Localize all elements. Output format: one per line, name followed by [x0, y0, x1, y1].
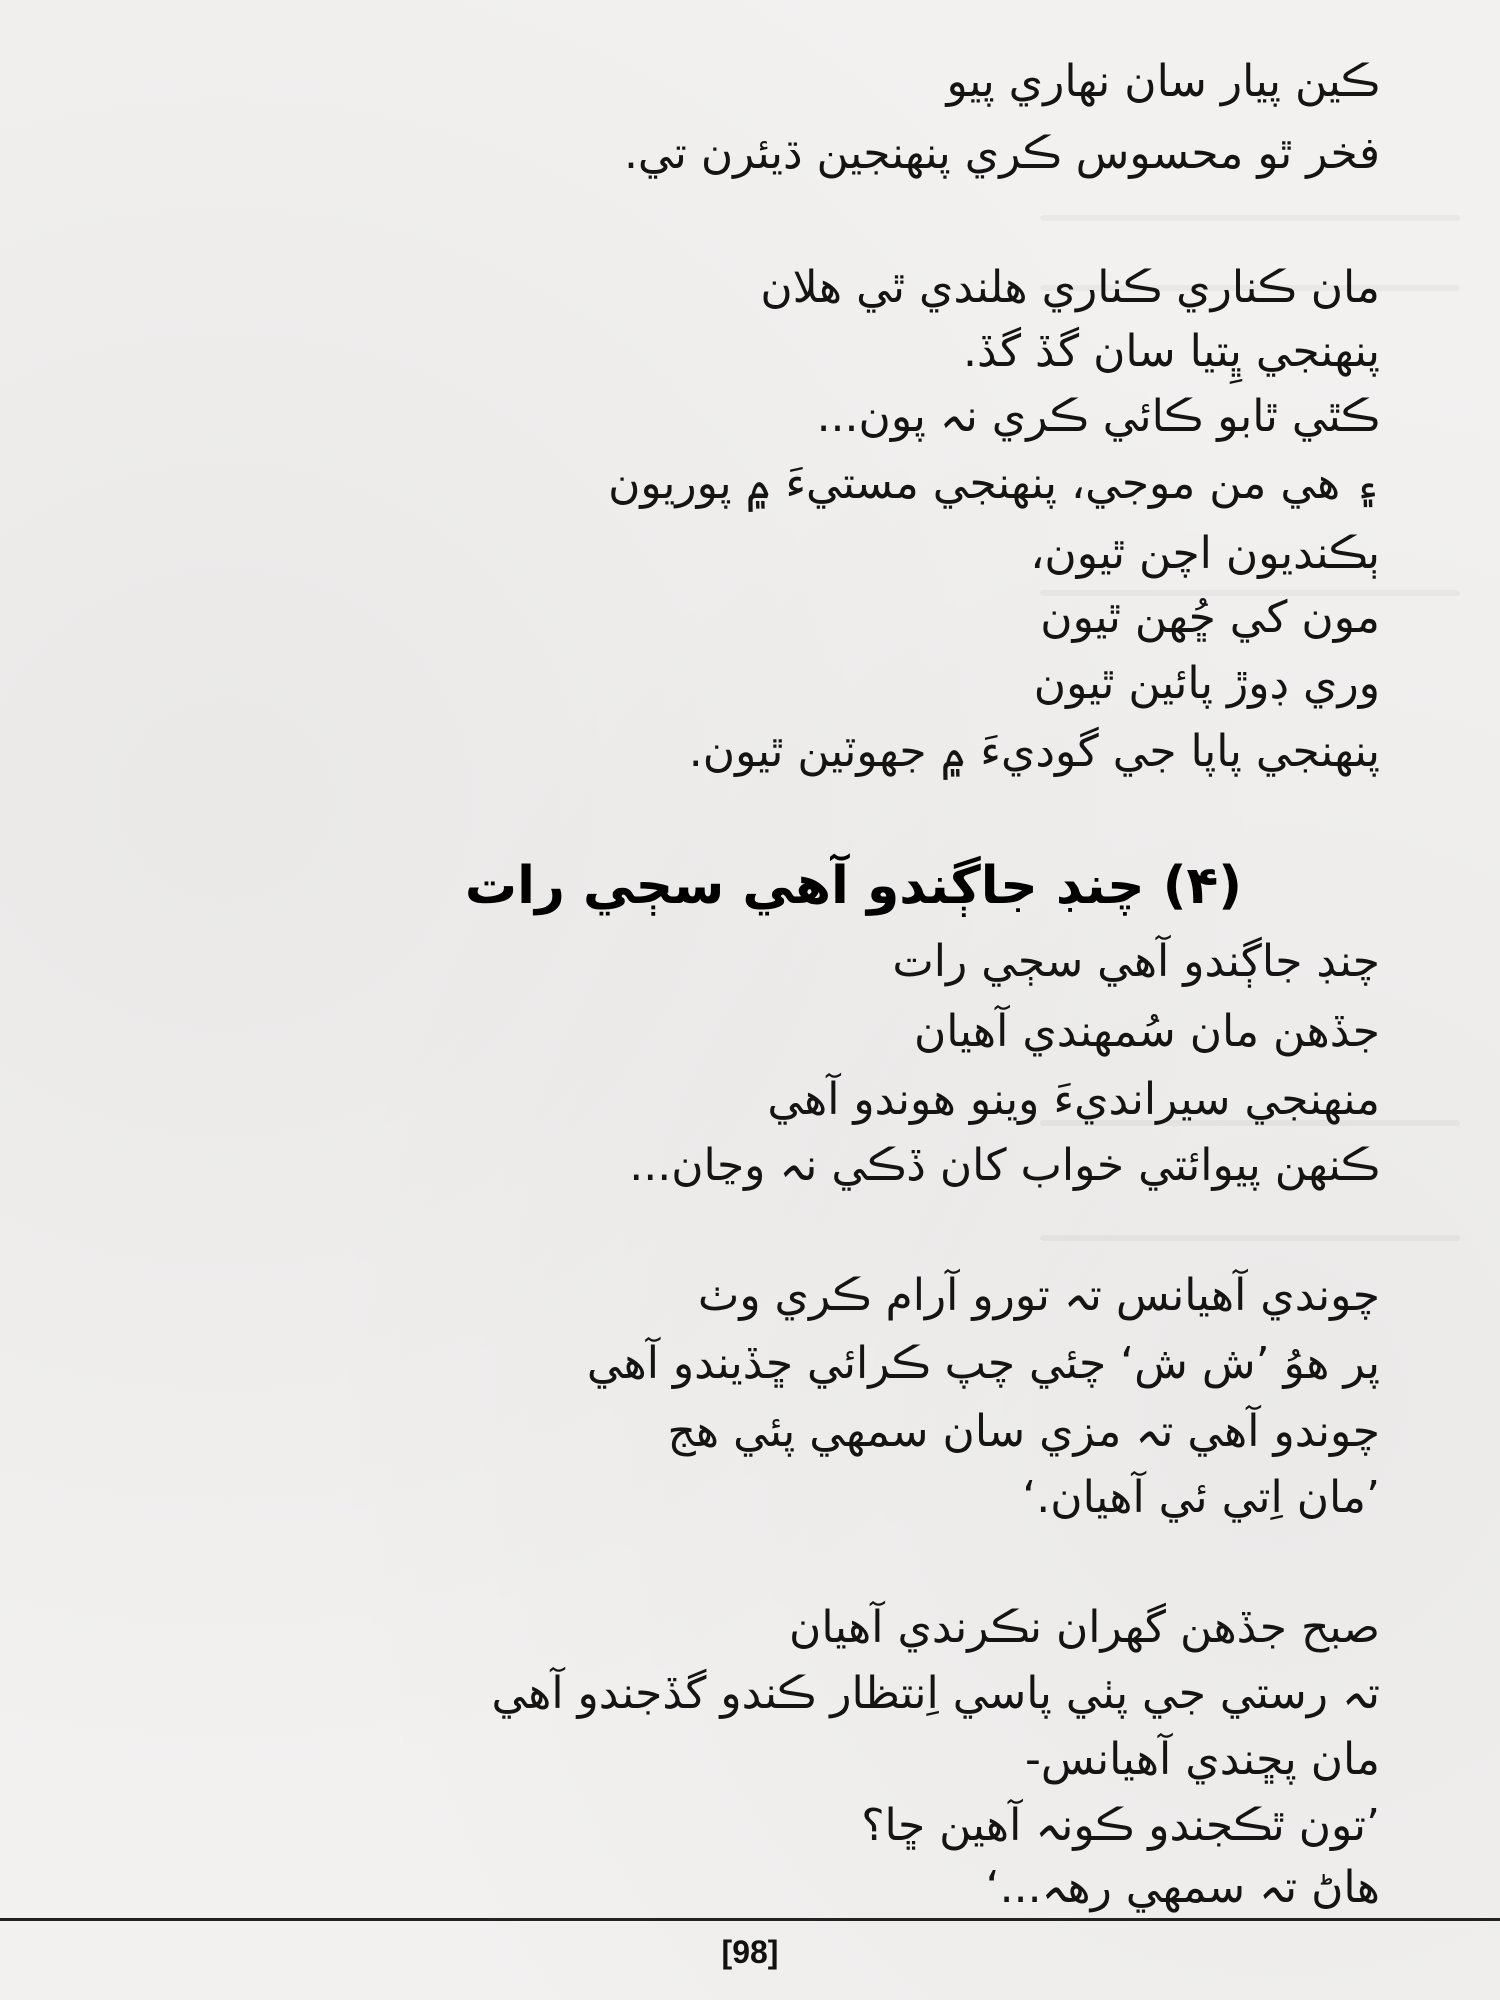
poem-line: پنهنجي پاپا جي گوديءَ ۾ جهوٽين ٿيون. — [688, 726, 1380, 777]
poem-line: ڪنهن پيوائتي خواب کان ڏڪي نہ وڃان... — [629, 1140, 1380, 1191]
poem-line: صبح جڏهن گهران نڪرندي آهيان — [789, 1602, 1380, 1653]
poem-line: ڪٿي ٿابو ڪائي ڪري نہ پون... — [816, 391, 1380, 442]
bleed-through-mark — [1040, 215, 1460, 221]
poem-line: ’تون ٿڪجندو ڪونہ آهين ڇا؟ — [861, 1800, 1380, 1851]
poem-line: ٻڪنديون اچن ٿيون، — [1030, 528, 1380, 579]
poem-line: ۽ هي من موجي، پنهنجي مستيءَ ۾ پوريون — [608, 458, 1380, 509]
poem-line: وري ڊوڙ پائين ٿيون — [1033, 658, 1380, 709]
poem-line: پنهنجي ڀِتيا سان گڏ گڏ. — [963, 326, 1380, 377]
poem-line: ’مان اِتي ئي آهيان.‘ — [1022, 1472, 1380, 1523]
poem-line: چوندي آهيانس تہ تورو آرام ڪري وٺ — [697, 1270, 1380, 1321]
poem-line: ڪين پيار سان نهاري پيو — [946, 56, 1380, 107]
poem-line: هاڻ تہ سمهي رهہ...‘ — [985, 1862, 1380, 1913]
page-number: [98] — [721, 1934, 779, 1970]
poem-line: مان ڪناري ڪناري هلندي ٿي هلان — [760, 262, 1380, 313]
poem-line: چوندو آهي تہ مزي سان سمهي پئي هج — [667, 1406, 1380, 1457]
poem-line: جڏهن مان سُمهندي آهيان — [913, 1006, 1380, 1057]
poem-line: فخر ٿو محسوس ڪري پنهنجين ڌيئرن تي. — [623, 128, 1380, 179]
bleed-through-mark — [1040, 1235, 1460, 1241]
section-heading: (۴) چنڊ جاڳندو آهي سڄي رات — [464, 856, 1242, 916]
poem-line: تہ رستي جي پٺي پاسي اِنتظار ڪندو گڏجندو آهي — [491, 1668, 1380, 1719]
footer-rule — [0, 1918, 1500, 1921]
poem-line: مون کي ڇُهن ٿيون — [1040, 592, 1380, 643]
poem-line: منهنجي سيرانديءَ وينو هوندو آهي — [767, 1074, 1380, 1125]
poem-line: پر هوُ ’ش ش‘ چئي چپ ڪرائي ڇڏيندو آهي — [586, 1338, 1380, 1389]
poem-line: مان پڇندي آهيانس- — [1024, 1734, 1380, 1785]
poem-line: چنڊ جاڳندو آهي سڄي رات — [892, 936, 1380, 987]
